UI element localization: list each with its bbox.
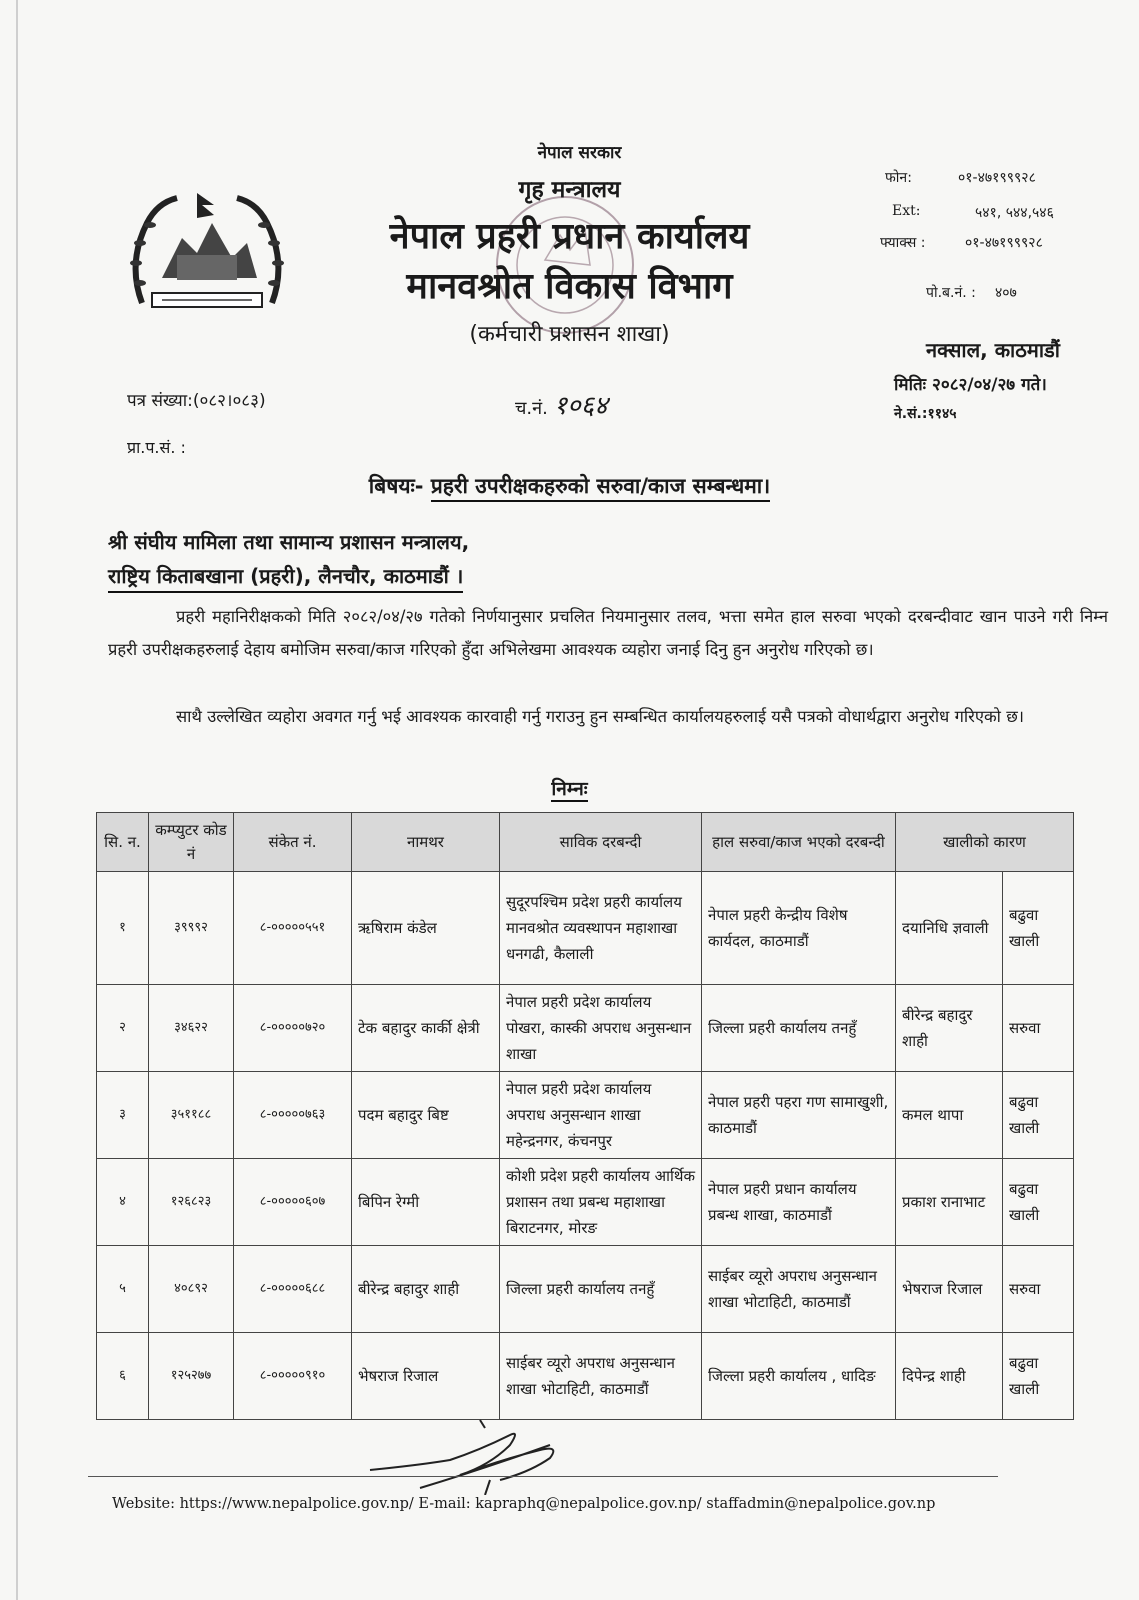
cell-code: १२६८२३ [149, 1159, 234, 1246]
chalani-label: च.नं. [515, 398, 548, 419]
fax-label: फ्याक्स : [880, 235, 926, 251]
cell-reason: बढुवा खाली [1003, 1159, 1074, 1246]
cell-current-post: नेपाल प्रहरी केन्द्रीय विशेष कार्यदल, काठमाडौं [702, 872, 896, 985]
pobox-label: पो.ब.नं. : [926, 285, 976, 301]
footer-contact: Website: https://www.nepalpolice.gov.np/ E-mail: kapraphq@nepalpolice.gov.np/ staffadmin@nepalpolice.gov.np [112, 1496, 936, 1512]
cell-current-post: जिल्ला प्रहरी कार्यालय , धादिङ [702, 1333, 896, 1420]
addressee-line-1: श्री संघीय मामिला तथा सामान्य प्रशासन मन्त्रालय, [108, 530, 470, 554]
cell-name: टेक बहादुर कार्की क्षेत्री [352, 985, 500, 1072]
subject-line [0, 472, 1139, 500]
cell-sn: २ [97, 985, 149, 1072]
cell-sn: ३ [97, 1072, 149, 1159]
cell-vacated-by: भेषराज रिजाल [896, 1246, 1003, 1333]
department-name: मानवश्रोत विकास विभाग [406, 266, 733, 307]
footer-divider [88, 1476, 998, 1477]
cell-name: भेषराज रिजाल [352, 1333, 500, 1420]
cell-code: ३९९९२ [149, 872, 234, 985]
header-vacancy-reason: खालीको कारण [896, 813, 1074, 872]
cell-name: पदम बहादुर बिष्ट [352, 1072, 500, 1159]
addressee-line-2: राष्ट्रिय किताबखाना (प्रहरी), लैनचौर, काठमाडौं । [108, 562, 463, 593]
cell-vacated-by: दिपेन्द्र शाही [896, 1333, 1003, 1420]
body-paragraph-1: प्रहरी महानिरीक्षकको मिति २०८२/०४/२७ गतेको निर्णयानुसार प्रचलित नियमानुसार तलव, भत्ता समेत हाल सरुवा भएको दरबन्दीवाट खान पाउने गरी निम्न प्रहरी उपरीक्षकहरुलाई देहाय बमोजिम सरुवा/काज गरिएको हुँदा अभिलेखमा आवश्यक व्यहोरा जनाई दिनु हुन अनुरोध गरिएको छ। [108, 607, 1108, 659]
branch-name: (कर्मचारी प्रशासन शाखा) [469, 322, 670, 347]
cell-name: बिपिन रेग्मी [352, 1159, 500, 1246]
cell-sn: ४ [97, 1159, 149, 1246]
nepal-sambat: ने.सं.:११४५ [894, 406, 957, 422]
subject-label: बिषयः- [368, 474, 424, 498]
table-row [97, 872, 1074, 985]
cell-sanket: ८-०००००७२० [234, 985, 352, 1072]
cell-sanket: ८-०००००६८८ [234, 1246, 352, 1333]
cell-reason: सरुवा [1003, 985, 1074, 1072]
prapasan-number: प्रा.प.सं. : [127, 438, 186, 457]
cell-code: १२५२७७ [149, 1333, 234, 1420]
header-previous-post: साविक दरबन्दी [500, 813, 702, 872]
fax-value: ०१-४७१९९९२८ [965, 235, 1043, 251]
list-heading-text: निम्नः [551, 778, 588, 800]
ext-label: Ext: [892, 203, 921, 219]
cell-vacated-by: बीरेन्द्र बहादुर शाही [896, 985, 1003, 1072]
cell-previous-post: नेपाल प्रहरी प्रदेश कार्यालय पोखरा, कास्की अपराध अनुसन्धान शाखा [500, 985, 702, 1072]
header-name: नामथर [352, 813, 500, 872]
cell-sn: ६ [97, 1333, 149, 1420]
chalani-value: १०६४ [553, 391, 608, 421]
cell-reason: सरुवा [1003, 1246, 1074, 1333]
office-name: नेपाल प्रहरी प्रधान कार्यालय [389, 216, 750, 257]
cell-sanket: ८-०००००९१० [234, 1333, 352, 1420]
letter-date: मितिः २०८२/०४/२७ गते। [894, 375, 1047, 395]
cell-previous-post: नेपाल प्रहरी प्रदेश कार्यालय अपराध अनुसन्धान शाखा महेन्द्रनगर, कंचनपुर [500, 1072, 702, 1159]
pobox-value: ४०७ [995, 285, 1017, 301]
letter-number: पत्र संख्या:(०८२।०८३) [127, 391, 266, 411]
cell-sanket: ८-०००००६०७ [234, 1159, 352, 1246]
cell-code: ३५११८८ [149, 1072, 234, 1159]
cell-code: ३४६२२ [149, 985, 234, 1072]
cell-previous-post: जिल्ला प्रहरी कार्यालय तनहुँ [500, 1246, 702, 1333]
cell-reason: बढुवा खाली [1003, 872, 1074, 985]
subject-text: प्रहरी उपरीक्षकहरुको सरुवा/काज सम्बन्धमा। [431, 474, 770, 502]
table-row [97, 1072, 1074, 1159]
cell-sn: १ [97, 872, 149, 985]
cell-vacated-by: प्रकाश रानाभाट [896, 1159, 1003, 1246]
header-sn: सि. न. [97, 813, 149, 872]
cell-previous-post: कोशी प्रदेश प्रहरी कार्यालय आर्थिक प्रशासन तथा प्रबन्ध महाशाखा बिराटनगर, मोरङ [500, 1159, 702, 1246]
cell-previous-post: साईबर व्यूरो अपराध अनुसन्धान शाखा भोटाहिटी, काठमाडौं [500, 1333, 702, 1420]
table-header-row [97, 813, 1074, 872]
table-row [97, 1246, 1074, 1333]
chalani-number [515, 386, 608, 422]
table-row [97, 1333, 1074, 1420]
cell-reason: बढुवा खाली [1003, 1072, 1074, 1159]
cell-current-post: नेपाल प्रहरी पहरा गण सामाखुशी, काठमाडौं [702, 1072, 896, 1159]
cell-current-post: नेपाल प्रहरी प्रधान कार्यालय प्रबन्ध शाखा, काठमाडौं [702, 1159, 896, 1246]
body-paragraph-2: साथै उल्लेखित व्यहोरा अवगत गर्नु भई आवश्यक कारवाही गर्नु गराउनु हुन सम्बन्धित कार्यालयहरुलाई यसै पत्रको वोधार्थद्वारा अनुरोध गरिएको छ। [176, 707, 1025, 726]
transfer-table [96, 812, 1074, 1420]
phone-value: ०१-४७१९९९२८ [958, 170, 1036, 186]
cell-sanket: ८-०००००५५१ [234, 872, 352, 985]
header-current-post: हाल सरुवा/काज भएको दरबन्दी [702, 813, 896, 872]
government-name: नेपाल सरकार [537, 143, 622, 163]
header-sanket: संकेत नं. [234, 813, 352, 872]
cell-sanket: ८-०००००७६३ [234, 1072, 352, 1159]
office-address: नक्साल, काठमाडौं [926, 338, 1060, 362]
ext-value: ५४१, ५४४,५४६ [975, 205, 1054, 221]
cell-vacated-by: दयानिधि ज्ञवाली [896, 872, 1003, 985]
cell-previous-post: सुदूरपश्चिम प्रदेश प्रहरी कार्यालय मानवश्रोत व्यवस्थापन महाशाखा धनगढी, कैलाली [500, 872, 702, 985]
cell-name: ऋषिराम कंडेल [352, 872, 500, 985]
table-row [97, 985, 1074, 1072]
cell-reason: बढुवा खाली [1003, 1333, 1074, 1420]
cell-current-post: जिल्ला प्रहरी कार्यालय तनहुँ [702, 985, 896, 1072]
cell-code: ४०८९२ [149, 1246, 234, 1333]
cell-name: बीरेन्द्र बहादुर शाही [352, 1246, 500, 1333]
header-code: कम्प्युटर कोड नं [149, 813, 234, 872]
ministry-name: गृह मन्त्रालय [518, 177, 621, 203]
cell-sn: ५ [97, 1246, 149, 1333]
cell-current-post: साईबर व्यूरो अपराध अनुसन्धान शाखा भोटाहिटी, काठमाडौं [702, 1246, 896, 1333]
list-heading [0, 775, 1139, 801]
phone-label: फोन: [885, 170, 912, 186]
table-row [97, 1159, 1074, 1246]
cell-vacated-by: कमल थापा [896, 1072, 1003, 1159]
signature-mark [360, 1410, 610, 1495]
